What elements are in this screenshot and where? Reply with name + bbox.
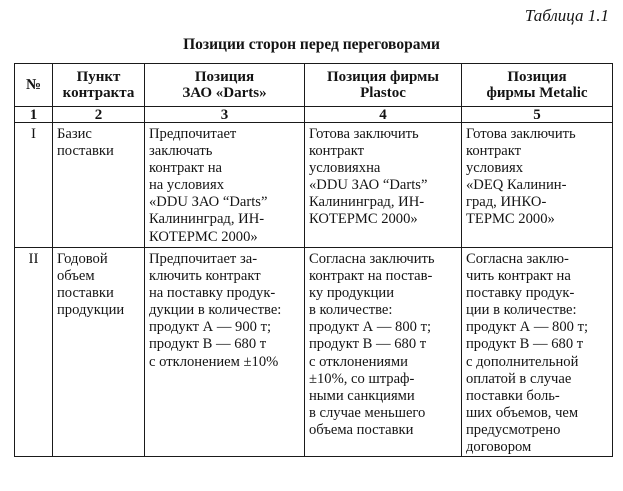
plastoc-position-cell — [305, 123, 462, 248]
plastoc-position-cell — [305, 248, 462, 457]
cell-line: град, ИНКО- — [466, 194, 547, 211]
cell-line: поставки — [57, 285, 114, 302]
cell-line: ТЕРМС 2000» — [466, 211, 555, 228]
cell-line: ключить контракт — [149, 268, 261, 285]
cell-line: поставку продук- — [466, 285, 575, 302]
contract-item-cell — [53, 123, 145, 248]
cell-line: оплатой в случае — [466, 370, 572, 387]
cell-line: объем — [57, 268, 95, 285]
header-plastoc-position — [305, 64, 462, 107]
cell-line: КОТЕРМС 2000» — [309, 211, 418, 228]
header-line: Пункт — [76, 69, 121, 85]
header-number — [15, 64, 53, 107]
cell-line: Предпочитает за- — [149, 251, 258, 267]
header-line: Plastoc — [360, 85, 406, 101]
darts-position-cell — [145, 248, 305, 457]
cell-line: чить контракт на — [466, 268, 571, 285]
cell-line: «DEQ Калинин- — [466, 177, 567, 194]
header-line: контракта — [62, 85, 135, 101]
header-line: фирмы Metalic — [486, 85, 588, 101]
column-number: 3 — [145, 107, 305, 123]
cell-line: поставки — [57, 143, 114, 160]
cell-line: Годовой — [57, 251, 108, 267]
header-line: ЗАО «Darts» — [182, 85, 267, 101]
cell-line: Калининград, ИН- — [149, 211, 265, 228]
header-metalic-position — [462, 64, 613, 107]
column-number: 1 — [15, 107, 53, 123]
cell-line: заключать — [149, 143, 213, 160]
header-contract-item — [53, 64, 145, 107]
table-row — [15, 123, 613, 248]
header-row — [15, 64, 613, 107]
table-title: Позиции сторон перед переговорами — [183, 36, 440, 53]
cell-line: на поставку продук- — [149, 285, 276, 302]
column-number-row — [15, 107, 613, 123]
cell-line: продукт В — 680 т — [149, 336, 267, 353]
column-number: 4 — [305, 107, 462, 123]
cell-line: ции в количестве: — [466, 302, 577, 319]
cell-line: в количестве: — [309, 302, 393, 319]
cell-line: Готова заключить — [309, 126, 419, 142]
cell-line: с дополнительной — [466, 353, 579, 370]
cell-line: Базис — [57, 126, 92, 142]
cell-line: продукт А — 800 т; — [309, 319, 432, 336]
cell-line: ших объемов, чем — [466, 404, 579, 421]
contract-item-cell — [53, 248, 145, 457]
cell-line: с отклонением ±10% — [149, 353, 279, 370]
cell-line: продукт А — 900 т; — [149, 319, 272, 336]
cell-line: договором — [466, 439, 532, 456]
column-number: 5 — [462, 107, 613, 123]
cell-line: Готова заключить — [466, 126, 576, 142]
cell-line: продукт В — 680 т — [466, 336, 584, 353]
cell-line: поставки боль- — [466, 387, 560, 404]
column-number: 2 — [53, 107, 145, 123]
cell-line: продукт В — 680 т — [309, 336, 427, 353]
metalic-position-cell — [462, 123, 613, 248]
header-line: Позиция — [507, 69, 567, 85]
row-number: II — [15, 248, 53, 457]
cell-line: Предпочитает — [149, 126, 237, 142]
header-line: Позиция — [194, 69, 255, 85]
cell-line: продукции — [57, 302, 125, 319]
cell-line: Согласна заклю- — [466, 251, 569, 267]
header-line: Позиция фирмы — [326, 69, 440, 85]
cell-line: предусмотрено — [466, 421, 561, 438]
cell-line: Калининград, ИН- — [309, 194, 425, 211]
darts-position-cell — [145, 123, 305, 248]
cell-line: контракт на — [149, 160, 222, 177]
cell-line: контракт — [466, 143, 522, 160]
header-darts-position — [145, 64, 305, 107]
cell-line: продукт А — 800 т; — [466, 319, 589, 336]
cell-line: ±10%, со штраф- — [309, 370, 415, 387]
cell-line: дукции в количестве: — [149, 302, 282, 319]
cell-line: с отклонениями — [309, 353, 408, 370]
cell-line: КОТЕРМС 2000» — [149, 228, 258, 245]
cell-line: «DDU ЗАО “Darts” — [309, 177, 428, 194]
cell-line: условиях — [466, 160, 524, 177]
table-row — [15, 248, 613, 457]
table-caption: Таблица 1.1 — [524, 6, 609, 25]
row-number: I — [15, 123, 53, 248]
cell-line: на условиях — [149, 177, 224, 194]
cell-line: Согласна заключить — [309, 251, 435, 267]
positions-table — [14, 63, 613, 457]
cell-line: объема поставки — [309, 421, 414, 438]
header-line: № — [25, 77, 42, 93]
cell-line: ными санкциями — [309, 387, 415, 404]
cell-line: контракт на постав- — [309, 268, 433, 285]
cell-line: контракт — [309, 143, 365, 160]
cell-line: условияхна — [309, 160, 381, 177]
metalic-position-cell — [462, 248, 613, 457]
cell-line: «DDU ЗАО “Darts” — [149, 194, 268, 211]
cell-line: ку продукции — [309, 285, 395, 302]
cell-line: в случае меньшего — [309, 404, 426, 421]
